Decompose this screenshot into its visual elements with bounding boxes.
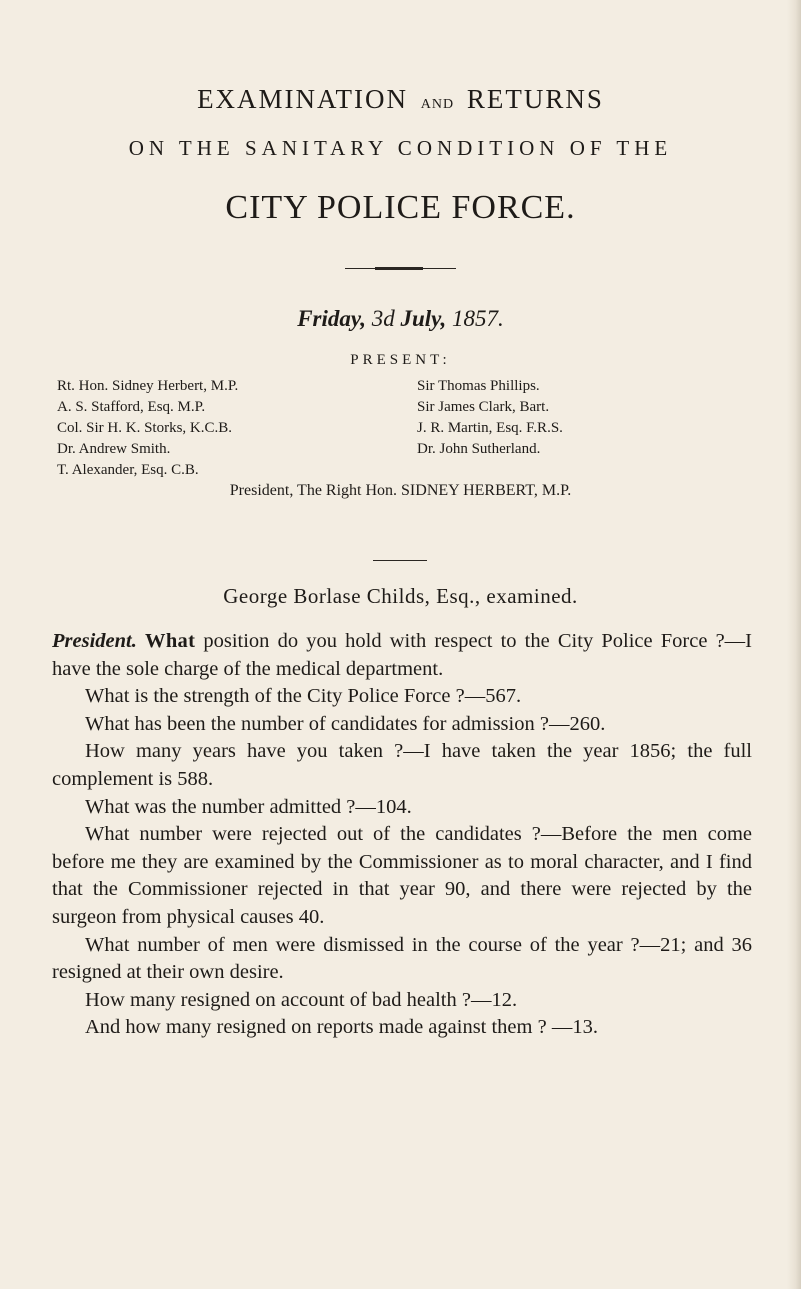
attendee: T. Alexander, Esq. C.B. (57, 462, 199, 478)
question-lead: What (145, 630, 196, 652)
page-edge-shadow (787, 0, 801, 1289)
attendee: Dr. John Sutherland. (417, 441, 541, 457)
testimony-paragraph (52, 628, 752, 683)
speaker-label: President. (52, 630, 137, 652)
testimony-paragraph: How many resigned on account of bad health ?—12. (85, 988, 518, 1011)
present-heading: PRESENT: (350, 352, 451, 368)
testimony-paragraph: How many years have you taken ?—I have taken the year 1856; the full complement is 588. (52, 740, 752, 790)
attendee: A. S. Stafford, Esq. M.P. (57, 399, 206, 415)
testimony-paragraph: What number of men were dismissed in the course of the year ?—21; and 36 resigned at their own desire. (52, 933, 752, 984)
date-month: July, (400, 306, 447, 331)
title-part-1: EXAMINATION (197, 84, 409, 114)
subtitle: ON THE SANITARY CONDITION OF THE (128, 136, 673, 160)
date-date: 3d (371, 306, 395, 331)
title-part-2: RETURNS (466, 84, 604, 114)
attendee: Sir James Clark, Bart. (417, 399, 550, 415)
attendees-left-column (57, 376, 238, 481)
president-line: President, The Right Hon. SIDNEY HERBERT, M.P. (229, 482, 572, 499)
witness-heading: George Borlase Childs, Esq., examined. (223, 584, 578, 608)
main-title: CITY POLICE FORCE. (225, 189, 576, 226)
attendee: Sir Thomas Phillips. (417, 378, 540, 394)
section-divider (373, 560, 427, 561)
testimony-body (52, 628, 752, 1042)
date-year: 1857. (452, 306, 504, 331)
testimony-paragraph: What was the number admitted ?—104. (85, 795, 412, 818)
testimony-paragraph: What number were rejected out of the candidates ?—Before the men come before me they are examined by the Commissioner as to moral character, and I find that the Commissioner rejected in that year 90, and there were rejected by the surgeon from physical causes 40. (52, 823, 752, 928)
title-divider (345, 268, 456, 269)
dateline (0, 306, 801, 332)
title-and: AND (420, 97, 455, 112)
attendee: Dr. Andrew Smith. (57, 441, 171, 457)
date-day: Friday, (297, 306, 366, 331)
testimony-paragraph: And how many resigned on reports made against them ? —13. (85, 1016, 598, 1039)
paragraph-text: position do you hold with respect to the City Police Force ?—I have the sole charge of the medical department. (52, 630, 753, 680)
testimony-paragraph: What has been the number of candidates for admission ?—260. (85, 712, 606, 735)
attendee: Col. Sir H. K. Storks, K.C.B. (57, 420, 233, 436)
attendees-right-column (417, 376, 563, 460)
attendee: Rt. Hon. Sidney Herbert, M.P. (57, 378, 239, 394)
testimony-paragraph: What is the strength of the City Police Force ?—567. (85, 685, 522, 708)
attendee: J. R. Martin, Esq. F.R.S. (417, 420, 563, 436)
title-line-1 (0, 84, 801, 115)
